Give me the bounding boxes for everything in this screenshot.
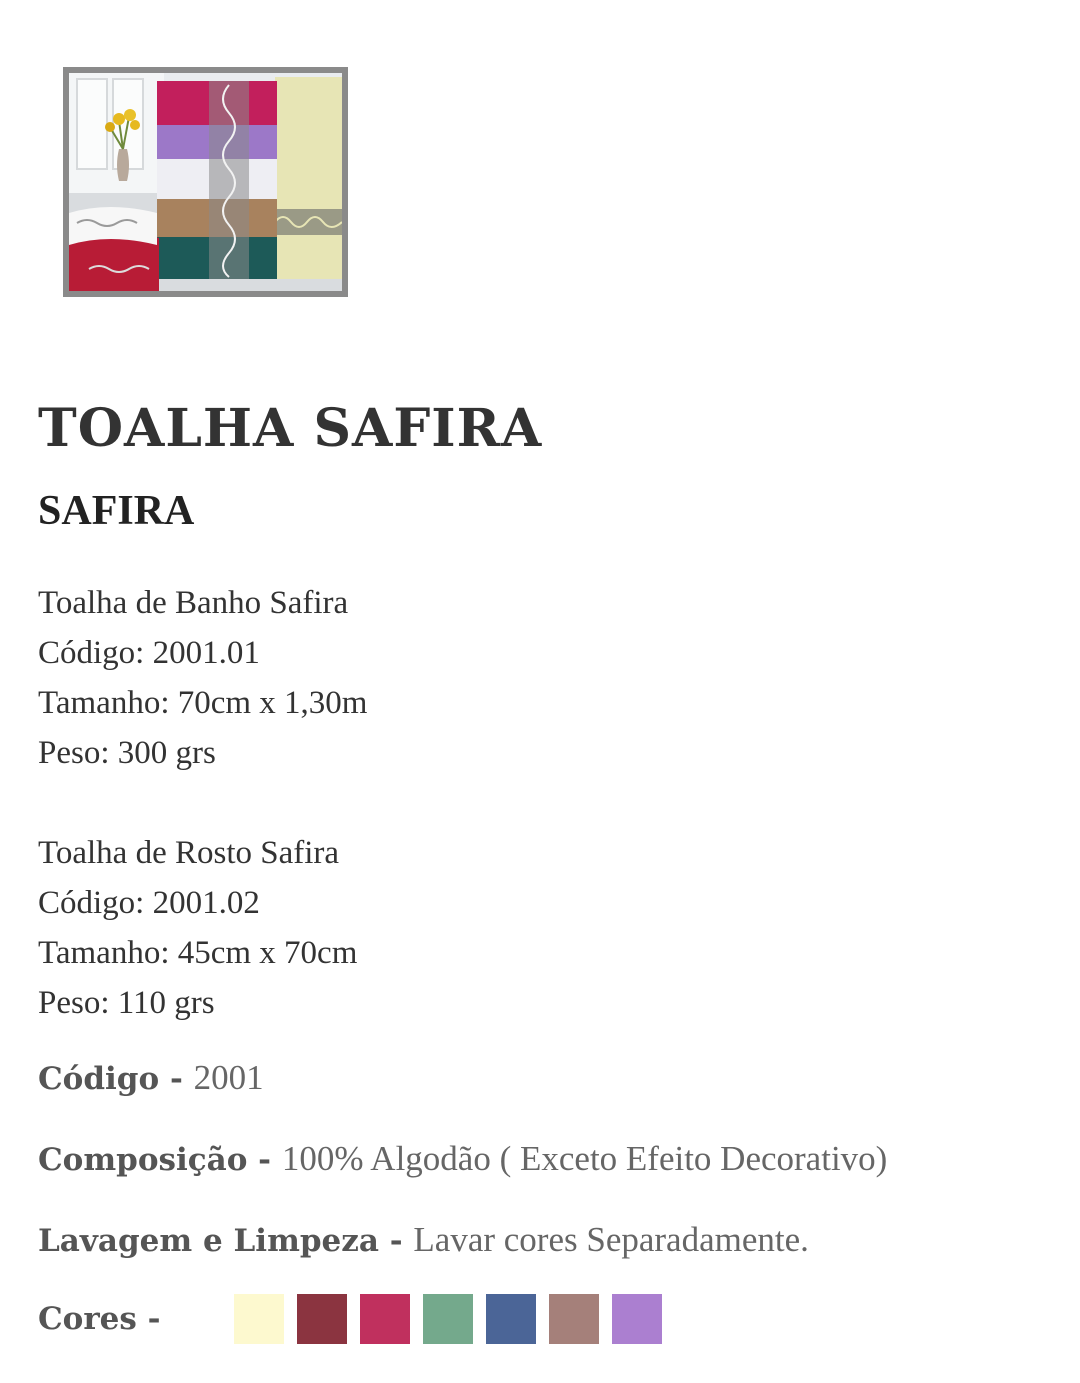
bath-towel-name: Toalha de Banho Safira xyxy=(38,585,349,621)
attribute-lavagem-label: Lavagem e Limpeza - xyxy=(38,1223,414,1259)
attribute-composicao xyxy=(38,1139,887,1179)
attribute-composicao-value: 100% Algodão ( Exceto Efeito Decorativo) xyxy=(281,1139,888,1178)
color-swatch[interactable] xyxy=(549,1294,599,1344)
attribute-codigo-label: Código - xyxy=(38,1061,194,1097)
attribute-composicao-label: Composição - xyxy=(38,1142,282,1178)
attribute-codigo-value: 2001 xyxy=(193,1058,264,1097)
color-swatch[interactable] xyxy=(612,1294,662,1344)
color-swatch[interactable] xyxy=(486,1294,536,1344)
color-swatch[interactable] xyxy=(234,1294,284,1344)
color-swatches xyxy=(234,1294,662,1344)
face-towel-weight: Peso: 110 grs xyxy=(38,985,215,1021)
attribute-lavagem xyxy=(38,1220,809,1260)
product-subtitle: SAFIRA xyxy=(38,488,195,534)
colors-label: Cores - xyxy=(38,1301,161,1337)
color-swatch[interactable] xyxy=(297,1294,347,1344)
color-swatch[interactable] xyxy=(360,1294,410,1344)
face-towel-code: Código: 2001.02 xyxy=(38,885,260,921)
product-description xyxy=(38,578,367,1028)
towel-stack-image xyxy=(69,73,342,291)
face-towel-size: Tamanho: 45cm x 70cm xyxy=(38,935,358,971)
bath-towel-weight: Peso: 300 grs xyxy=(38,735,216,771)
attribute-lavagem-value: Lavar cores Separadamente. xyxy=(413,1220,809,1259)
product-thumbnail[interactable] xyxy=(63,67,348,297)
bath-towel-code: Código: 2001.01 xyxy=(38,635,260,671)
product-title: TOALHA SAFIRA xyxy=(38,398,543,459)
bath-towel-size: Tamanho: 70cm x 1,30m xyxy=(38,685,368,721)
face-towel-name: Toalha de Rosto Safira xyxy=(38,835,340,871)
description-spacer xyxy=(38,778,367,828)
color-swatch[interactable] xyxy=(423,1294,473,1344)
attribute-codigo xyxy=(38,1058,264,1098)
